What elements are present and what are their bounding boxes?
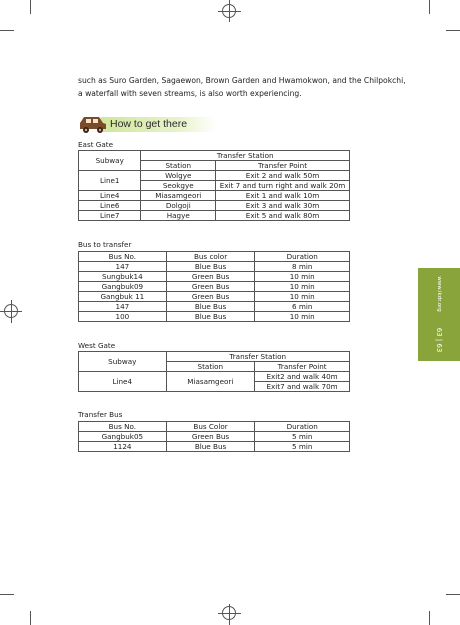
transfer-point-cell: Exit2 and walk 40m: [255, 372, 350, 382]
bus-color-cell: Green Bus: [166, 432, 255, 442]
header-bus-color: Bus Color: [166, 422, 255, 432]
header-bus-no: Bus No.: [79, 422, 167, 432]
header-subway: Subway: [79, 352, 167, 372]
table-row: [79, 171, 350, 181]
transfer-point-cell: Exit 5 and walk 80m: [216, 211, 350, 221]
bus-transfer-heading: Bus to transfer: [78, 240, 132, 249]
west-gate-table: [78, 351, 350, 392]
table-row: [79, 191, 350, 201]
header-station: Station: [141, 161, 216, 171]
duration-cell: 5 min: [255, 432, 350, 442]
duration-cell: 10 min: [255, 282, 350, 292]
side-tab: [418, 268, 460, 361]
bus-color-cell: Green Bus: [166, 272, 255, 282]
car-icon: [76, 113, 108, 135]
station-cell: Wolgye: [141, 171, 216, 181]
page-number-text: 63 | 63: [435, 327, 443, 353]
table-row: [79, 211, 350, 221]
west-gate-heading: West Gate: [78, 341, 116, 350]
transfer-point-cell: Exit 3 and walk 30m: [216, 201, 350, 211]
table-row: [79, 292, 350, 302]
table-row: [79, 272, 350, 282]
bus-color-cell: Green Bus: [166, 282, 255, 292]
duration-cell: 10 min: [255, 292, 350, 302]
bus-no-cell: 100: [79, 312, 167, 322]
subway-line-cell: Line1: [79, 171, 141, 191]
side-tab-url-text: www.ikdr.org: [436, 276, 442, 312]
header-transfer-station: Transfer Station: [166, 352, 350, 362]
header-transfer-point: Transfer Point: [216, 161, 350, 171]
table-row: [79, 262, 350, 272]
how-to-get-there-banner: [76, 113, 216, 135]
subway-line-cell: Line6: [79, 201, 141, 211]
transfer-bus-table: [78, 421, 350, 452]
east-gate-table: [78, 150, 350, 221]
bus-no-cell: 1124: [79, 442, 167, 452]
subway-line-cell: Line7: [79, 211, 141, 221]
duration-cell: 5 min: [255, 442, 350, 452]
station-cell: Miasamgeori: [166, 372, 255, 392]
station-cell: Seokgye: [141, 181, 216, 191]
subway-line-cell: Line4: [79, 191, 141, 201]
transfer-point-cell: Exit 2 and walk 50m: [216, 171, 350, 181]
intro-paragraph: [78, 74, 408, 100]
table-row: [79, 372, 350, 382]
bus-no-cell: 147: [79, 262, 167, 272]
table-row: [79, 201, 350, 211]
transfer-point-cell: Exit 7 and turn right and walk 20m: [216, 181, 350, 191]
station-cell: Dolgoji: [141, 201, 216, 211]
bus-no-cell: Sungbuk14: [79, 272, 167, 282]
duration-cell: 8 min: [255, 262, 350, 272]
bus-color-cell: Blue Bus: [166, 312, 255, 322]
header-bus-color: Bus color: [166, 252, 255, 262]
table-row: [79, 252, 350, 262]
duration-cell: 10 min: [255, 272, 350, 282]
transfer-point-cell: Exit 1 and walk 10m: [216, 191, 350, 201]
table-row: [79, 352, 350, 362]
bus-no-cell: Gangbuk05: [79, 432, 167, 442]
side-tab-url: [420, 268, 458, 320]
east-gate-heading: East Gate: [78, 140, 114, 149]
subway-line-cell: Line4: [79, 372, 167, 392]
header-duration: Duration: [255, 422, 350, 432]
station-cell: Hagye: [141, 211, 216, 221]
transfer-bus-heading: Transfer Bus: [78, 410, 123, 419]
intro-line-2: a waterfall with seven streams, is also worth experiencing.: [78, 89, 302, 98]
table-row: [79, 282, 350, 292]
header-transfer-point: Transfer Point: [255, 362, 350, 372]
bus-no-cell: Gangbuk 11: [79, 292, 167, 302]
bus-no-cell: 147: [79, 302, 167, 312]
table-row: [79, 422, 350, 432]
bus-transfer-table: [78, 251, 350, 322]
bus-no-cell: Gangbuk09: [79, 282, 167, 292]
header-subway: Subway: [79, 151, 141, 171]
station-cell: Miasamgeori: [141, 191, 216, 201]
bus-color-cell: Blue Bus: [166, 442, 255, 452]
header-transfer-station: Transfer Station: [141, 151, 350, 161]
header-duration: Duration: [255, 252, 350, 262]
bus-color-cell: Blue Bus: [166, 262, 255, 272]
banner-title: How to get there: [110, 118, 188, 130]
table-row: [79, 442, 350, 452]
duration-cell: 10 min: [255, 312, 350, 322]
header-bus-no: Bus No.: [79, 252, 167, 262]
bus-color-cell: Green Bus: [166, 292, 255, 302]
intro-line-1: such as Suro Garden, Sagaewon, Brown Garden and Hwamokwon, and the Chilpokchi,: [78, 76, 406, 85]
transfer-point-cell: Exit7 and walk 70m: [255, 382, 350, 392]
bus-color-cell: Blue Bus: [166, 302, 255, 312]
duration-cell: 6 min: [255, 302, 350, 312]
table-row: [79, 312, 350, 322]
page-number: [420, 322, 458, 360]
table-row: [79, 151, 350, 161]
header-station: Station: [166, 362, 255, 372]
table-row: [79, 432, 350, 442]
table-row: [79, 302, 350, 312]
